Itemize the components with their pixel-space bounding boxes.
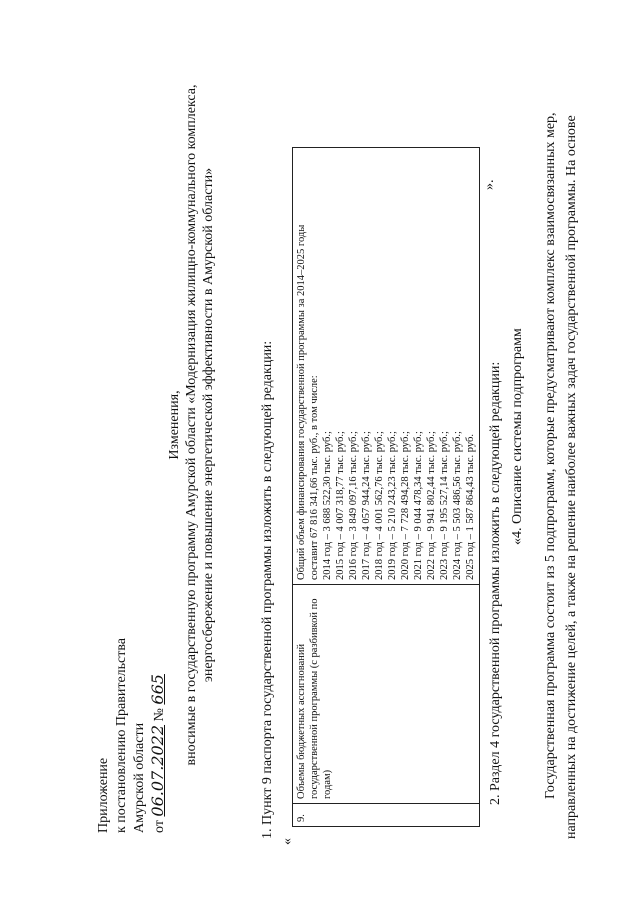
approval-line-1: Приложение xyxy=(96,757,111,833)
opening-quote: « xyxy=(280,838,295,845)
handwritten-number: 665 xyxy=(148,674,167,705)
point-1-text: 1. Пункт 9 паспорта государственной программы изложить в следующей редакции: xyxy=(260,340,275,839)
funding-line: составит 67 816 341,66 тыс. руб., в том числе: xyxy=(309,375,320,580)
funding-line: 2020 год – 7 728 494,28 тыс. руб.; xyxy=(400,431,411,580)
point-2-text: 2. Раздел 4 государственной программы изложить в следующей редакции: xyxy=(488,361,503,805)
approval-line-3: Амурской области xyxy=(132,722,147,833)
row-number: 9. xyxy=(293,804,480,827)
funding-line: 2025 год – 1 587 864,43 тыс. руб. xyxy=(465,434,476,580)
funding-line: 2024 год – 5 503 486,56 тыс. руб.; xyxy=(452,431,463,580)
funding-line: 2022 год – 9 941 802,44 тыс. руб.; xyxy=(426,431,437,580)
funding-line: Общий объем финансирования государственной программы за 2014–2025 годы xyxy=(296,224,307,580)
date-prefix: от xyxy=(152,820,167,833)
approval-line-2: к постановлению Правительства xyxy=(114,637,129,833)
title-line-3: энергосбережение и повышение энергетической эффективности в Амурской области» xyxy=(201,167,216,683)
title-line-1: Изменения, xyxy=(167,390,182,460)
approval-block xyxy=(95,638,169,833)
section-4-heading: «4. Описание системы подпрограмм xyxy=(510,328,525,545)
funding-line: 2021 год – 9 044 478,34 тыс. руб.; xyxy=(413,431,424,580)
funding-line: 2017 год – 4 057 944,24 тыс. руб.; xyxy=(361,431,372,580)
document-title xyxy=(166,25,217,825)
handwritten-date: 06.07.2022 xyxy=(148,724,167,817)
funding-cell xyxy=(293,148,480,585)
table-row xyxy=(293,148,480,827)
funding-line: 2019 год – 5 210 243,23 тыс. руб.; xyxy=(387,431,398,580)
funding-line: 2016 год – 3 849 097,16 тыс. руб.; xyxy=(348,431,359,580)
title-line-2: вносимые в государственную программу Амурской области «Модернизация жилищно-коммунального комплекса, xyxy=(184,84,199,766)
passport-table xyxy=(292,147,480,827)
funding-line: 2014 год – 3 688 522,30 тыс. руб.; xyxy=(322,431,333,580)
body-paragraph: Государственная программа состоит из 5 подпрограмм, которые предусматривают комплекс взаимосвязанных мер, направленных на достижение целей, а также на решение наиболее важных задач государственной программы. На основе xyxy=(543,112,579,839)
number-prefix: № xyxy=(152,708,167,722)
row-name: Объемы бюджетных ассигнований государственной программы (с разбивкой по годам) xyxy=(293,585,480,804)
funding-line: 2018 год – 4 001 562,76 тыс. руб.; xyxy=(374,431,385,580)
funding-line: 2023 год – 9 195 527,14 тыс. руб.; xyxy=(439,431,450,580)
funding-line: 2015 год – 4 007 318,77 тыс. руб.; xyxy=(335,431,346,580)
closing-quote: ». xyxy=(482,179,497,190)
